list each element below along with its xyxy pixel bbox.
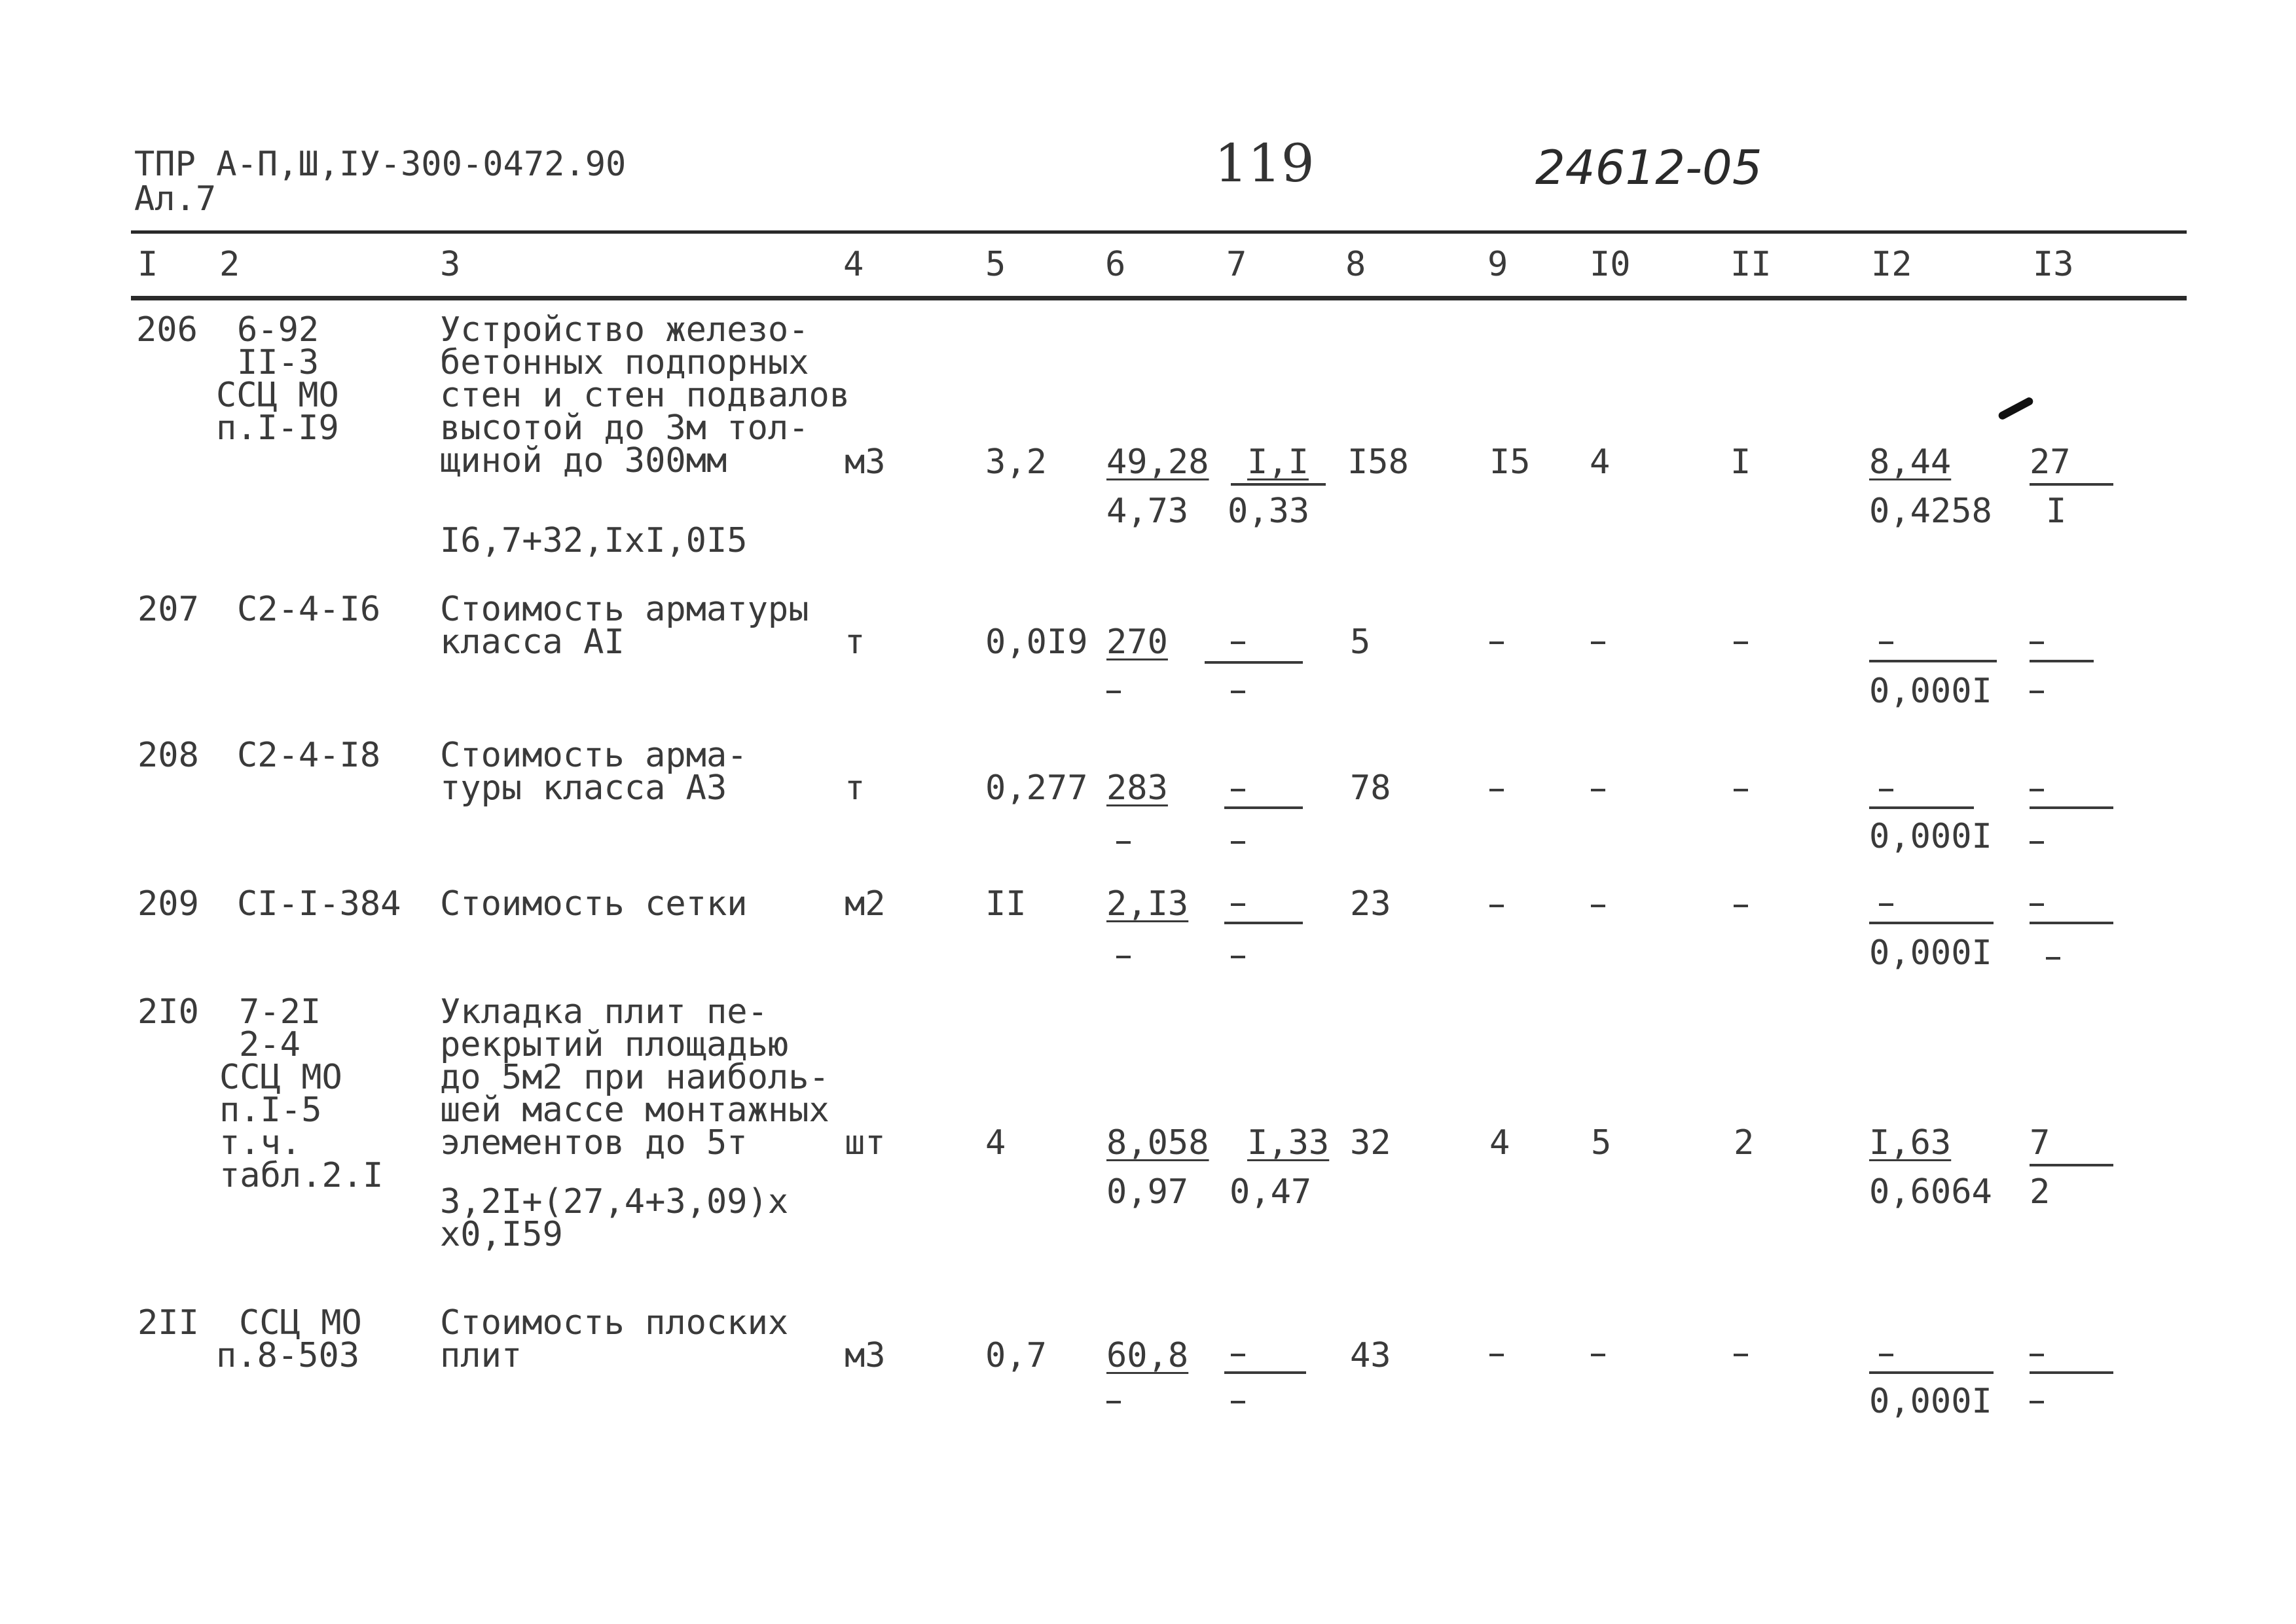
empty-value-dash [1591, 789, 1605, 791]
fraction-line [1205, 661, 1303, 664]
header-bottom-rule [131, 296, 2187, 300]
work-description: бетонных подпорных [440, 343, 809, 382]
column-header: 6 [1105, 245, 1126, 284]
column-header: 3 [440, 245, 461, 284]
labor-cost-total: 0,000I [1869, 672, 1992, 711]
row-number: 209 [137, 884, 199, 924]
norm-code: ССЦ МО [219, 1058, 342, 1097]
unit-cost: 2,I3 [1106, 884, 1189, 924]
unit-cost: 283 [1106, 768, 1168, 808]
work-description: щиной до 300мм [440, 441, 727, 480]
labor-cost: 8,44 [1869, 442, 1952, 482]
machine-cost: I,33 [1247, 1123, 1330, 1163]
unit: м3 [845, 442, 886, 482]
row-number: 206 [136, 310, 198, 350]
total-machine: 4 [1590, 442, 1611, 482]
column-header: 5 [985, 245, 1006, 284]
unit: м3 [845, 1336, 886, 1375]
unit-cost: 60,8 [1106, 1336, 1189, 1375]
empty-value-dash [2030, 641, 2044, 644]
row-number: 2I0 [137, 992, 199, 1032]
empty-value-dash [1231, 1354, 1245, 1356]
work-description: Стоимость сетки [440, 884, 748, 924]
unit-cost: 8,058 [1106, 1123, 1209, 1163]
work-description: Стоимость арма- [440, 736, 748, 775]
empty-value-dash [1591, 1354, 1605, 1356]
calculation-formula: 3,2I+(27,4+3,09)х [440, 1182, 789, 1221]
empty-value-dash [2046, 957, 2060, 960]
quantity: II [985, 884, 1027, 924]
column-header: 2 [219, 245, 240, 284]
row-number: 208 [137, 736, 199, 775]
column-header: 9 [1487, 245, 1508, 284]
unit-wage: 4,73 [1106, 492, 1189, 531]
column-header: I2 [1871, 245, 1912, 284]
empty-value-dash [1734, 641, 1748, 644]
empty-value-dash [1116, 841, 1131, 844]
fraction-line [1869, 806, 1974, 809]
work-description: класса АI [440, 623, 625, 662]
empty-value-dash [1489, 789, 1504, 791]
empty-value-dash [1231, 789, 1245, 791]
total-cost: 43 [1350, 1336, 1391, 1375]
empty-value-dash [2030, 789, 2044, 791]
work-description: плит [440, 1336, 522, 1375]
total-wage: I5 [1489, 442, 1531, 482]
column-header: II [1730, 245, 1772, 284]
empty-value-dash [1734, 789, 1748, 791]
empty-value-dash [1879, 789, 1893, 791]
fraction-line [1224, 1371, 1306, 1374]
column-header: 4 [843, 245, 864, 284]
empty-value-dash [1734, 905, 1748, 907]
machine-wage: 0,47 [1230, 1172, 1312, 1212]
labor-cost-total: 0,4258 [1869, 492, 1992, 531]
empty-value-dash [2030, 903, 2044, 906]
total-cost: I58 [1347, 442, 1409, 482]
unit: т [845, 768, 866, 808]
column-header: 7 [1226, 245, 1247, 284]
total-cost: 23 [1350, 884, 1391, 924]
fraction-line [2030, 1164, 2113, 1166]
total-cost: 32 [1350, 1123, 1391, 1163]
empty-value-dash [1116, 956, 1131, 958]
unit-cost: 49,28 [1106, 442, 1209, 482]
empty-value-dash [1489, 1354, 1504, 1356]
calculation-formula: I6,7+32,IxI,0I5 [440, 521, 748, 560]
labor-hours-total: 2 [2030, 1172, 2050, 1212]
empty-value-dash [1591, 905, 1605, 907]
work-description: до 5м2 при наиболь- [440, 1058, 829, 1097]
labor-hours-total: I [2046, 492, 2067, 531]
quantity: 4 [985, 1123, 1006, 1163]
fraction-line [2030, 483, 2113, 486]
work-description: туры класса А3 [440, 768, 727, 808]
ink-mark [1997, 396, 2035, 421]
norm-code: табл.2.I [219, 1156, 384, 1195]
norm-code: 6-92 [237, 310, 319, 350]
norm-code: ССЦ МО [239, 1303, 362, 1343]
row-number: 207 [137, 590, 199, 629]
machine-cost: I,I [1247, 442, 1309, 482]
unit: т [845, 623, 866, 662]
row-number: 2II [137, 1303, 199, 1343]
unit: шт [845, 1123, 886, 1163]
empty-value-dash [1231, 1401, 1245, 1403]
labor-cost-total: 0,000I [1869, 933, 1992, 973]
work-description: стен и стен подвалов [440, 376, 850, 415]
document-code: ТПР А-П,Ш,IУ-300-0472.90 [134, 145, 627, 184]
empty-value-dash [1231, 641, 1245, 644]
fraction-line [2030, 1371, 2113, 1374]
norm-code: С2-4-I8 [237, 736, 381, 775]
empty-value-dash [1591, 641, 1605, 644]
empty-value-dash [2030, 1401, 2044, 1403]
fraction-line [1869, 1371, 1994, 1374]
labor-cost-total: 0,000I [1869, 817, 1992, 856]
empty-value-dash [1879, 1354, 1893, 1356]
unit: м2 [845, 884, 886, 924]
total-cost: 5 [1350, 623, 1371, 662]
column-header: I3 [2033, 245, 2074, 284]
norm-code: п.I-I9 [216, 408, 339, 448]
fraction-line [1224, 806, 1303, 809]
album-label: Ал.7 [134, 179, 217, 219]
header-top-rule [131, 230, 2187, 234]
page-number: 119 [1214, 133, 1315, 194]
quantity: 0,7 [985, 1336, 1047, 1375]
work-description: рекрытий площадью [440, 1025, 789, 1064]
fraction-line [1224, 922, 1303, 924]
fraction-line [1869, 660, 1997, 662]
empty-value-dash [1489, 641, 1504, 644]
work-description: Стоимость арматуры [440, 590, 809, 629]
norm-code: т.ч. [219, 1123, 302, 1163]
labor-hours: 7 [2030, 1123, 2050, 1163]
empty-value-dash [2030, 691, 2044, 693]
empty-value-dash [1231, 691, 1245, 693]
labor-hours: 27 [2030, 442, 2071, 482]
fraction-line [2030, 922, 2113, 924]
total-machine: 5 [1591, 1123, 1612, 1163]
norm-code: 2-4 [239, 1025, 301, 1064]
empty-value-dash [1231, 841, 1245, 844]
labor-cost-total: 0,000I [1869, 1382, 1992, 1421]
norm-code: ССЦ МО [216, 376, 339, 415]
empty-value-dash [1734, 1354, 1748, 1356]
work-description: Стоимость плоских [440, 1303, 789, 1343]
quantity: 3,2 [985, 442, 1047, 482]
total-wage: 4 [1489, 1123, 1510, 1163]
unit-cost: 270 [1106, 623, 1168, 662]
labor-cost: I,63 [1869, 1123, 1952, 1163]
norm-code: 7-2I [239, 992, 321, 1032]
norm-code: II-3 [237, 343, 319, 382]
norm-code: С2-4-I6 [237, 590, 381, 629]
empty-value-dash [1489, 905, 1504, 907]
calculation-formula: х0,I59 [440, 1215, 563, 1254]
labor-cost-total: 0,6064 [1869, 1172, 1992, 1212]
fraction-line [2030, 660, 2094, 662]
fraction-line [1869, 922, 1994, 924]
total-cost: 78 [1350, 768, 1391, 808]
work-description: элементов до 5т [440, 1123, 748, 1163]
machine-wage-total: 2 [1734, 1123, 1755, 1163]
column-header: I0 [1590, 245, 1631, 284]
empty-value-dash [1879, 903, 1893, 906]
quantity: 0,0I9 [985, 623, 1088, 662]
quantity: 0,277 [985, 768, 1088, 808]
empty-value-dash [1231, 903, 1245, 906]
work-description: Укладка плит пе- [440, 992, 768, 1032]
norm-code: п.I-5 [219, 1091, 322, 1130]
column-header: 8 [1345, 245, 1366, 284]
handwritten-code: 24612-05 [1535, 140, 1762, 195]
work-description: высотой до 3м тол- [440, 408, 809, 448]
empty-value-dash [1879, 641, 1893, 644]
norm-code: СI-I-384 [237, 884, 401, 924]
work-description: шей массе монтажных [440, 1091, 829, 1130]
empty-value-dash [1106, 1401, 1121, 1403]
empty-value-dash [2030, 1354, 2044, 1356]
machine-wage-total: I [1730, 442, 1751, 482]
fraction-line [2030, 806, 2113, 809]
empty-value-dash [2030, 841, 2044, 844]
unit-wage: 0,97 [1106, 1172, 1189, 1212]
column-header: I [137, 245, 158, 284]
norm-code: п.8-503 [216, 1336, 360, 1375]
work-description: Устройство железо- [440, 310, 809, 350]
fraction-line [1231, 483, 1326, 486]
empty-value-dash [1231, 956, 1245, 958]
machine-wage: 0,33 [1228, 492, 1310, 531]
empty-value-dash [1106, 691, 1121, 693]
